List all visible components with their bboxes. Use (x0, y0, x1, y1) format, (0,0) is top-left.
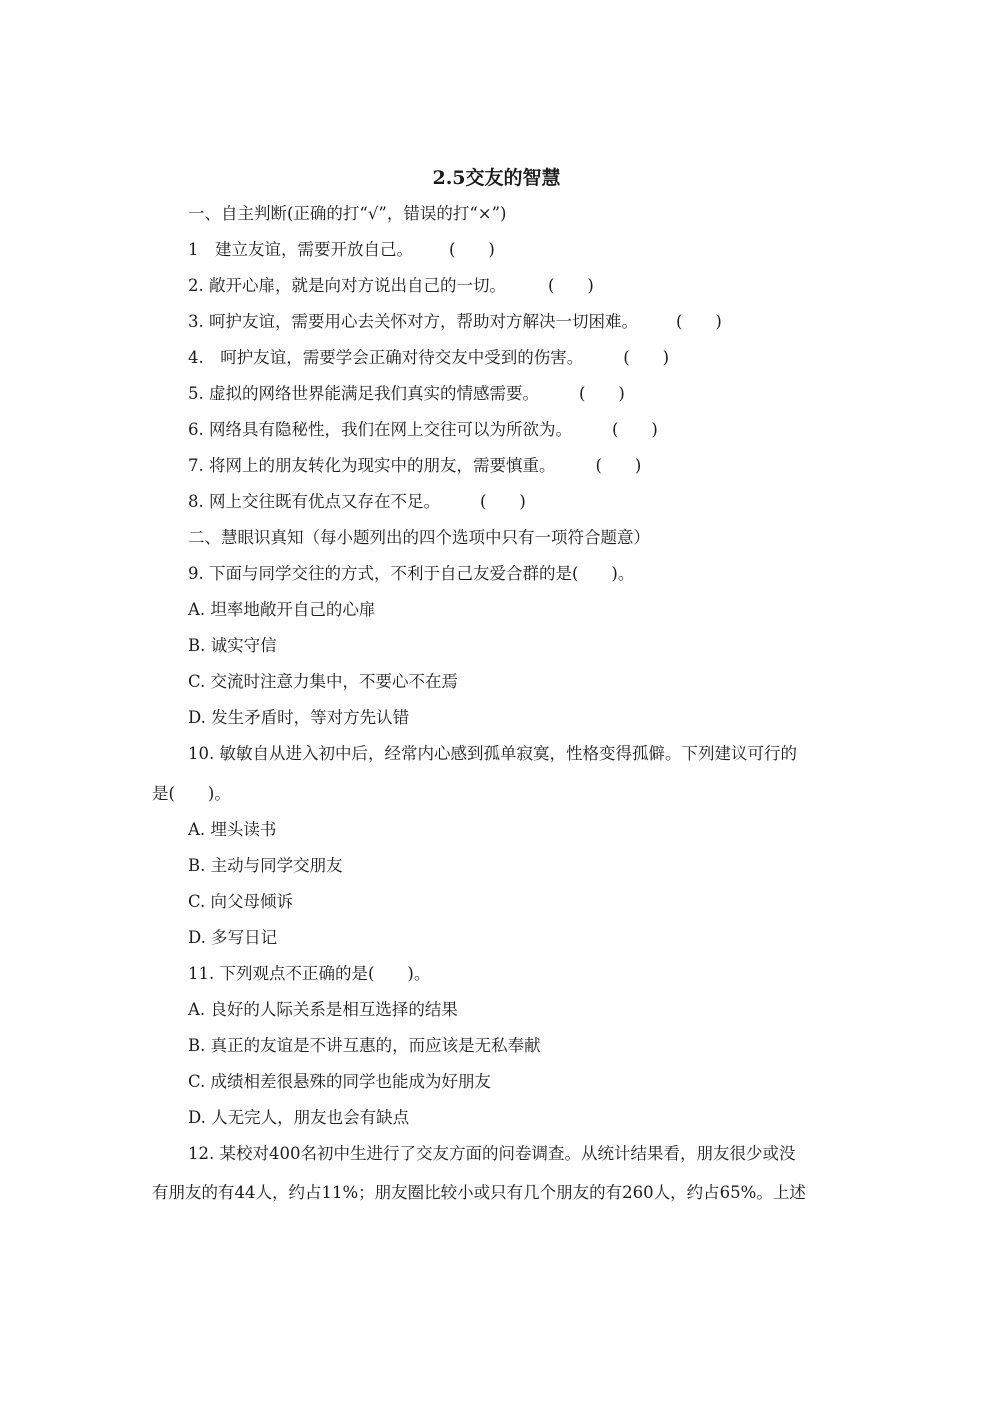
q10-option-a: A. 埋头读书 (188, 820, 277, 839)
q9-option-b: B. 诚实守信 (188, 636, 277, 655)
judge-item-3: 3. 呵护友谊，需要用心去关怀对方，帮助对方解决一切困难。 ( ) (188, 312, 722, 331)
judge-item-6: 6. 网络具有隐秘性，我们在网上交往可以为所欲为。 ( ) (188, 420, 658, 439)
q10-option-d: D. 多写日记 (188, 928, 278, 947)
answer-blank: ( ) (623, 348, 670, 367)
judge-item-2: 2. 敞开心扉，就是向对方说出自己的一切。 ( ) (188, 276, 594, 295)
q9-option-c: C. 交流时注意力集中，不要心不在焉 (188, 672, 459, 691)
answer-blank: ( ) (595, 456, 642, 475)
q10-option-c: C. 向父母倾诉 (188, 892, 294, 911)
question-11-stem: 11. 下列观点不正确的是( )。 (188, 964, 431, 983)
q10-option-b: B. 主动与同学交朋友 (188, 856, 343, 875)
answer-blank: ( ) (449, 240, 495, 259)
judge-item-8: 8. 网上交往既有优点又存在不足。 ( ) (188, 492, 526, 511)
judge-item-7: 7. 将网上的朋友转化为现实中的朋友，需要慎重。 ( ) (188, 456, 642, 475)
page-title: 2.5交友的智慧 (432, 167, 561, 189)
question-12-stem-line2: 有朋友的有44人，约占11%；朋友圈比较小或只有几个朋友的有260人，约占65%。上述 (152, 1183, 806, 1202)
q9-option-d: D. 发生矛盾时，等对方先认错 (188, 708, 410, 727)
question-9-stem: 9. 下面与同学交往的方式，不利于自己友爱合群的是( )。 (188, 564, 635, 583)
q11-option-d: D. 人无完人，朋友也会有缺点 (188, 1108, 410, 1127)
answer-blank: ( ) (480, 492, 526, 511)
judge-item-1: 1 建立友谊，需要开放自己。 ( ) (188, 240, 495, 259)
answer-blank: ( ) (676, 312, 722, 331)
answer-blank: ( ) (548, 276, 594, 295)
judge-item-4: 4. 呵护友谊，需要学会正确对待交友中受到的伤害。 ( ) (188, 348, 670, 367)
question-10-stem-line1: 10. 敏敏自从进入初中后，经常内心感到孤单寂寞，性格变得孤僻。下列建议可行的 (188, 744, 797, 763)
question-12-stem-line1: 12. 某校对400名初中生进行了交友方面的问卷调查。从统计结果看，朋友很少或没 (188, 1144, 796, 1163)
section2-heading: 二、慧眼识真知（每小题列出的四个选项中只有一项符合题意） (188, 528, 650, 547)
question-10-stem-line2: 是( )。 (152, 784, 231, 803)
q11-option-c: C. 成绩相差很悬殊的同学也能成为好朋友 (188, 1072, 492, 1091)
answer-blank: ( ) (579, 384, 625, 403)
section1-heading: 一、自主判断(正确的打“√”，错误的打“×”) (188, 204, 507, 223)
judge-item-5: 5. 虚拟的网络世界能满足我们真实的情感需要。 ( ) (188, 384, 625, 403)
q11-option-b: B. 真正的友谊是不讲互惠的，而应该是无私奉献 (188, 1036, 541, 1055)
answer-blank: ( ) (612, 420, 658, 439)
q11-option-a: A. 良好的人际关系是相互选择的结果 (188, 1000, 458, 1019)
q9-option-a: A. 坦率地敞开自己的心扉 (188, 600, 376, 619)
